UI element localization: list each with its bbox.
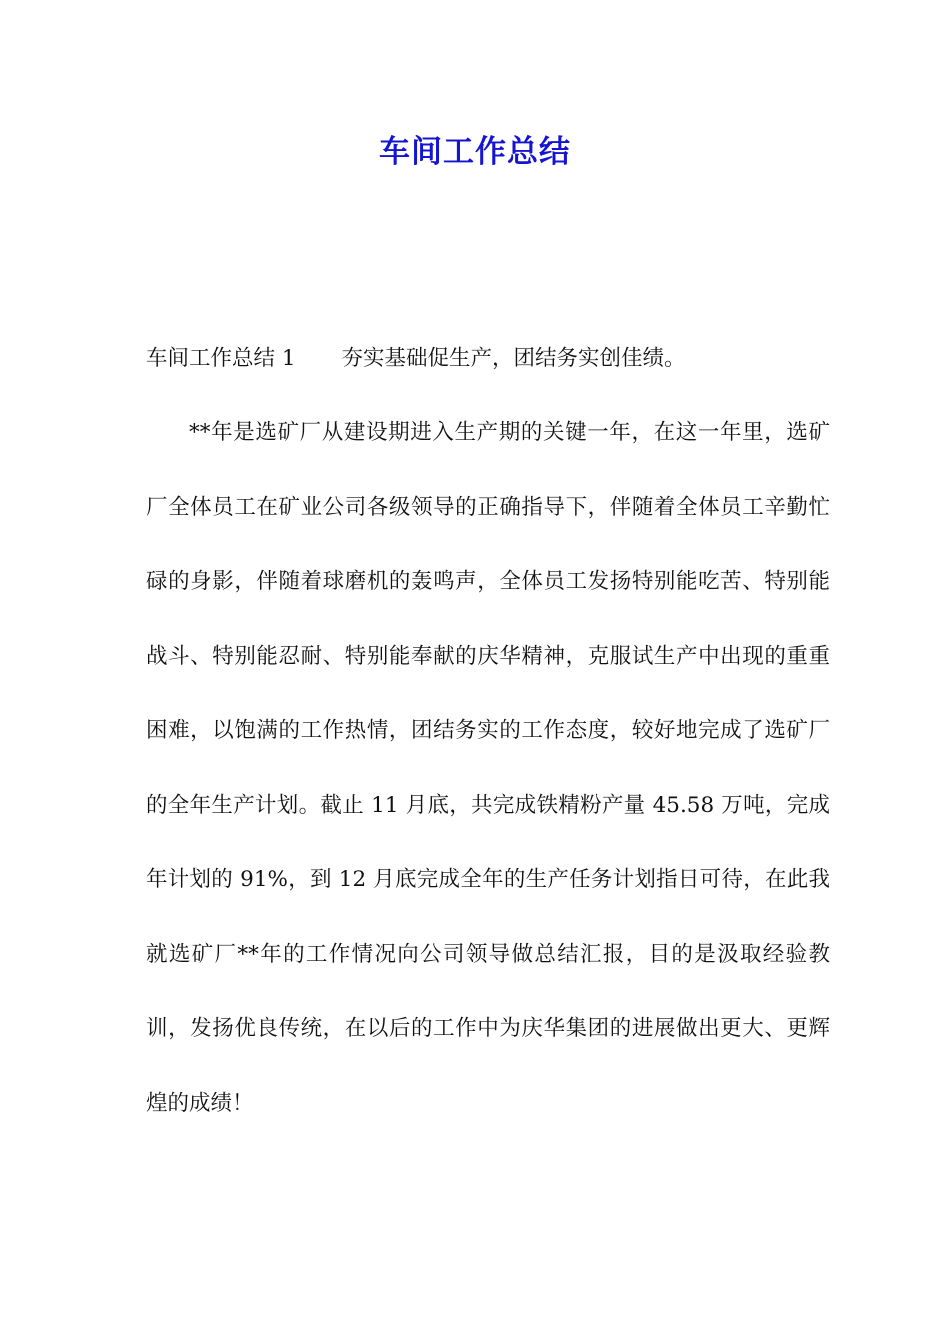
document-title: 车间工作总结 — [379, 134, 571, 170]
body-paragraph: **年是选矿厂从建设期进入生产期的关键一年，在这一年里，选矿厂全体员工在矿业公司各级领导的正确指导下，伴随着全体员工辛勤忙碌的身影，伴随着球磨机的轰鸣声，全体员工发扬特别能吃苦、特别能战斗、特别能忍耐、特别能奉献的庆华精神，克服试生产中出现的重重困难，以饱满的工作热情，团结务实的工作态度，较好地完成了选矿厂的全年生产计划。截止 11 月底，共完成铁精粉产量 45.58 万吨，完成年计划的 91%，到 12 月底完成全年的生产任务计划指日可待，在此我就选矿厂**年的工作情况向公司领导做总结汇报，目的是汲取经验教训，发扬优良传统，在以后的工作中为庆华集团的进展做出更大、更辉煌的成绩！ — [146, 420, 830, 1116]
section-heading-line — [146, 322, 830, 397]
section-subtitle: 夯实基础促生产，团结务实创佳绩。 — [341, 346, 686, 371]
section-heading: 车间工作总结 1 — [146, 346, 296, 371]
